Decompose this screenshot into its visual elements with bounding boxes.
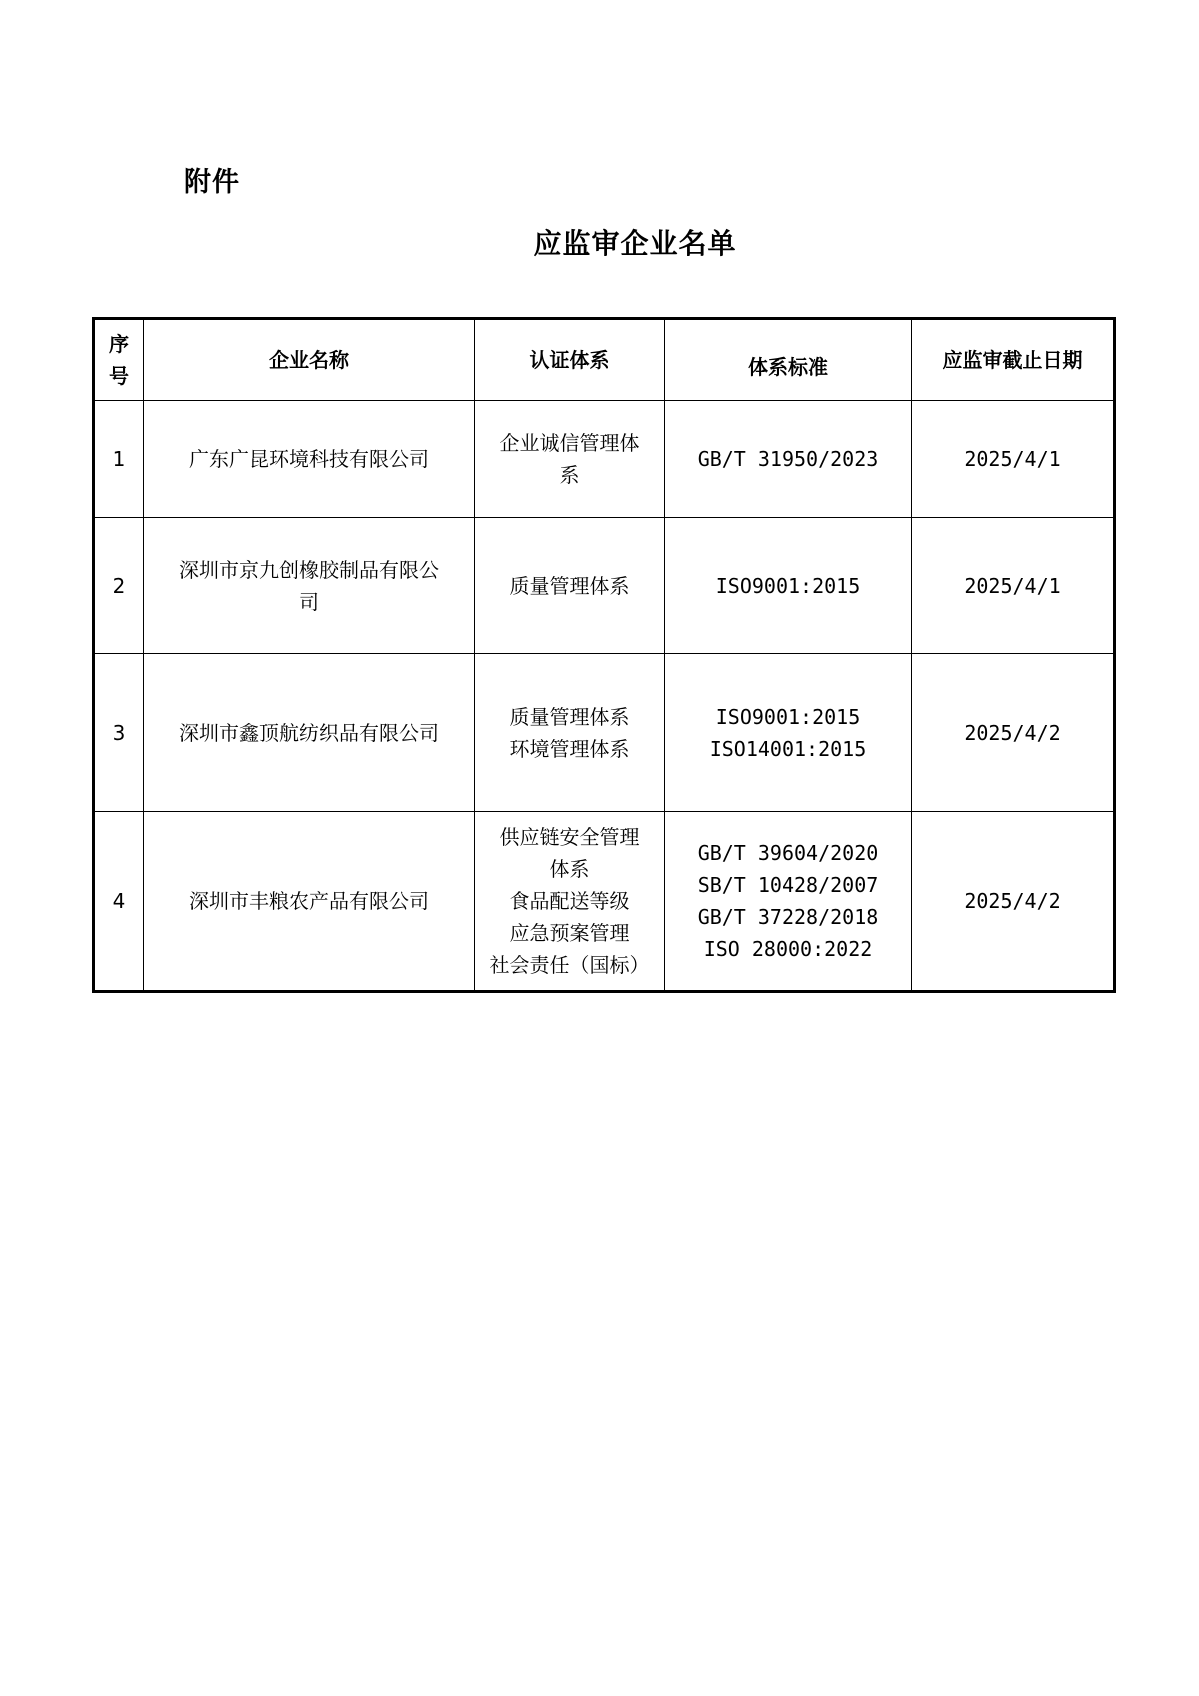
row-cert-system bbox=[475, 812, 665, 992]
row-company bbox=[144, 401, 475, 518]
row-seq: 3 bbox=[94, 654, 144, 812]
header-cert-system: 认证体系 bbox=[475, 319, 665, 401]
standard-line: GB/T 39604/2020 bbox=[697, 841, 879, 865]
row-standard bbox=[665, 654, 912, 812]
page-title: 应监审企业名单 bbox=[533, 227, 737, 260]
row-deadline: 2025/4/1 bbox=[912, 401, 1115, 518]
system-line: 系 bbox=[559, 463, 580, 487]
enterprise-table bbox=[92, 317, 1116, 993]
table-row bbox=[94, 401, 1115, 518]
attachment-label: 附件 bbox=[184, 167, 240, 198]
system-line: 供应链安全管理 bbox=[499, 825, 640, 849]
row-company bbox=[144, 654, 475, 812]
row-seq: 2 bbox=[94, 518, 144, 654]
standard-line: ISO9001:2015 bbox=[715, 704, 861, 729]
row-cert-system bbox=[475, 518, 665, 654]
row-standard bbox=[665, 518, 912, 654]
header-deadline: 应监审截止日期 bbox=[912, 319, 1115, 401]
system-line: 社会责任（国标） bbox=[489, 953, 650, 977]
row-standard bbox=[665, 812, 912, 992]
row-deadline: 2025/4/1 bbox=[912, 518, 1115, 654]
table-row bbox=[94, 518, 1115, 654]
standard-line: ISO14001:2015 bbox=[709, 736, 867, 761]
row-seq: 1 bbox=[94, 401, 144, 518]
row-deadline: 2025/4/2 bbox=[912, 654, 1115, 812]
company-line: 深圳市鑫顶航纺织品有限公司 bbox=[179, 720, 439, 745]
standard-line: ISO9001:2015 bbox=[715, 573, 861, 598]
system-line: 企业诚信管理体 bbox=[499, 431, 640, 455]
header-seq-line2: 号 bbox=[109, 364, 129, 388]
row-deadline: 2025/4/2 bbox=[912, 812, 1115, 992]
system-line: 质量管理体系 bbox=[509, 704, 630, 729]
system-line: 食品配送等级 bbox=[509, 889, 630, 913]
row-cert-system bbox=[475, 401, 665, 518]
table-row bbox=[94, 812, 1115, 992]
row-cert-system bbox=[475, 654, 665, 812]
company-line: 深圳市丰粮农产品有限公司 bbox=[189, 889, 429, 913]
standard-line: GB/T 31950/2023 bbox=[697, 447, 879, 471]
row-company bbox=[144, 518, 475, 654]
header-seq-line1: 序 bbox=[109, 332, 129, 356]
row-standard bbox=[665, 401, 912, 518]
header-standard: 体系标准 bbox=[665, 319, 912, 401]
system-line: 体系 bbox=[549, 857, 590, 881]
header-company: 企业名称 bbox=[144, 319, 475, 401]
standard-line: ISO 28000:2022 bbox=[703, 937, 873, 961]
system-line: 环境管理体系 bbox=[509, 736, 630, 761]
standard-line: GB/T 37228/2018 bbox=[697, 905, 879, 929]
company-line: 司 bbox=[299, 589, 319, 614]
header-seq bbox=[94, 319, 144, 401]
system-line: 应急预案管理 bbox=[509, 921, 630, 945]
table-row bbox=[94, 654, 1115, 812]
system-line: 质量管理体系 bbox=[509, 573, 630, 598]
standard-line: SB/T 10428/2007 bbox=[697, 873, 879, 897]
row-seq: 4 bbox=[94, 812, 144, 992]
row-company bbox=[144, 812, 475, 992]
company-line: 深圳市京九创橡胶制品有限公 bbox=[179, 557, 439, 582]
table-header-row bbox=[94, 319, 1115, 401]
company-line: 广东广昆环境科技有限公司 bbox=[189, 447, 429, 471]
